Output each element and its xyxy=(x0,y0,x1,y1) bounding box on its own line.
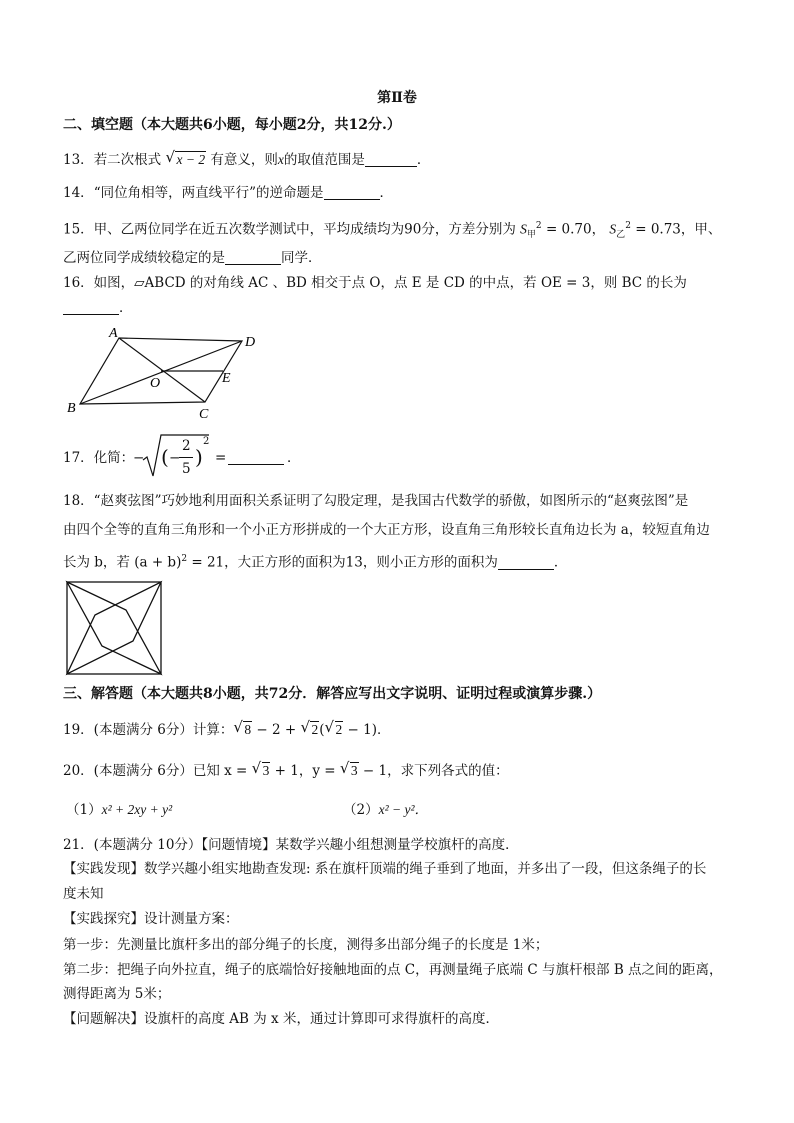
q13-answer-blank[interactable] xyxy=(365,152,417,167)
q19-prefix: 19．(本题满分 6分）计算： xyxy=(63,722,234,738)
q18-end: ． xyxy=(553,554,568,571)
question-19 xyxy=(63,720,391,740)
q19-sqrt-1: √ 8 xyxy=(233,718,252,737)
triangle-lines-1 xyxy=(67,582,161,674)
section-fill-in-heading: 二、填空题（本大题共6小题，每小题2分，共12分.） xyxy=(63,117,401,133)
zhao-shuang-figure xyxy=(64,580,164,676)
q16-answer-blank[interactable] xyxy=(63,300,119,315)
label-b: B xyxy=(67,401,76,416)
q17-exponent: 2 xyxy=(203,436,210,447)
q19-mid-1: − 2 + xyxy=(252,722,301,738)
question-17 xyxy=(63,430,363,480)
diagonal-bd xyxy=(80,341,242,404)
question-16-line-1: 16．如图，▱ABCD 的对角线 AC 、BD 相交于点 O，点 E 是 CD 的中点，若 OE = 3，则 BC 的长为 xyxy=(63,275,687,291)
q14-answer-blank[interactable] xyxy=(324,185,380,200)
q17-denominator: 5 xyxy=(182,461,191,477)
question-21-line-7: 测得距离为 5米； xyxy=(63,986,171,1002)
triangle-lines-2 xyxy=(67,582,161,674)
q20-sqrt-1: √ 3 xyxy=(251,759,270,778)
section-answer-heading: 三、解答题（本大题共8小题，共72分．解答应写出文字说明、证明过程或演算步骤.） xyxy=(63,686,602,702)
q20-part-1-expr: x² + 2xy + y² xyxy=(101,802,173,817)
q14-number: 14． xyxy=(63,185,94,201)
outer-square xyxy=(67,582,161,674)
q15-val-jia: = 0.70， xyxy=(545,221,606,238)
question-18-line-1: 18．“赵爽弦图”巧妙地利用面积关系证明了勾股定理，是我国古代数学的骄傲，如图所示的“赵爽弦图”是 xyxy=(63,493,689,509)
q17-answer-blank[interactable] xyxy=(228,450,284,465)
q15-line2-prefix: 乙两位同学成绩较稳定的是 xyxy=(63,250,225,266)
question-15-line-2 xyxy=(63,248,322,268)
q15-s-jia: S xyxy=(520,221,527,237)
q17-label: 17．化简： xyxy=(63,450,135,466)
q15-line2-post: 同学． xyxy=(281,250,322,266)
q15-s-yi: S xyxy=(609,221,617,237)
label-o: O xyxy=(150,376,161,391)
question-21-line-4: 【实践探究】设计测量方案： xyxy=(63,911,239,927)
q13-sqrt: √ x − 2 xyxy=(165,148,206,167)
q20-part-1 xyxy=(66,800,172,820)
q15-sub-jia: 甲 xyxy=(526,230,536,241)
label-c: C xyxy=(199,407,209,422)
q15-text: 15．甲、乙两位同学在近五次数学测试中，平均成绩均为90分，方差分别为 xyxy=(63,221,516,238)
q13-radicand: x − 2 xyxy=(176,152,206,167)
q19-sqrt-3: √ 2 xyxy=(324,718,343,737)
question-13 xyxy=(63,150,430,170)
label-a: A xyxy=(109,326,118,341)
q18-exponent: 2 xyxy=(181,554,188,564)
q19-sqrt-2: √ 2 xyxy=(300,718,319,737)
q20-part-2 xyxy=(343,800,428,820)
q13-post: 的取值范围是 xyxy=(283,152,365,168)
q17-close-paren: ) xyxy=(195,445,203,469)
q13-prefix: 若二次根式 xyxy=(93,152,162,168)
question-18-line-2: 由四个全等的直角三角形和一个小正方形拼成的一个大正方形，设直角三角形较长直角边长为 a，较短直角边 xyxy=(63,522,710,538)
page-title: 第Ⅱ卷 xyxy=(377,90,417,106)
q19-mid-2: ( xyxy=(319,722,325,738)
q17-minus: − xyxy=(133,450,145,466)
question-21-line-1: 21．(本题满分 10分）【问题情境】某数学兴趣小组想测量学校旗杆的高度． xyxy=(63,837,519,853)
q19-mid-3: − 1)． xyxy=(343,722,391,738)
q18-line3-post: = 21，大正方形的面积为13，则小正方形的面积为 xyxy=(187,554,498,571)
q20-part-2-label: （2） xyxy=(343,802,379,818)
q20-part-2-expr: x² − y²． xyxy=(378,802,429,817)
q17-inner-minus: − xyxy=(169,450,181,466)
q14-text: “同位角相等，两直线平行”的逆命题是 xyxy=(93,185,324,201)
q20-part-1-label: （1） xyxy=(66,802,102,818)
q20-sqrt-2: √ 3 xyxy=(339,759,358,778)
q17-numerator: 2 xyxy=(182,438,191,454)
question-21-line-3: 度未知 xyxy=(63,886,104,902)
label-e: E xyxy=(222,371,231,386)
q15-val-yi: = 0.73，甲、 xyxy=(635,221,722,238)
diagonal-ac xyxy=(119,338,205,402)
q17-open-paren: ( xyxy=(161,445,169,469)
question-21-line-2: 【实践发现】数学兴趣小组实地勘查发现: 系在旗杆顶端的绳子垂到了地面，并多出了一段，但这条绳子的长 xyxy=(63,861,707,877)
question-21-line-5: 第一步：先测量比旗杆多出的部分绳子的长度，测得多出部分绳子的长度是 1米； xyxy=(63,937,549,953)
q20-mid: + 1，y = xyxy=(270,763,340,779)
question-21-line-8: 【问题解决】设旗杆的高度 AB 为 x 米，通过计算即可求得旗杆的高度． xyxy=(63,1011,499,1027)
q17-end: ． xyxy=(287,450,301,466)
question-20 xyxy=(63,761,509,781)
label-d: D xyxy=(245,335,256,350)
q16-end: ． xyxy=(119,300,133,316)
q18-answer-blank[interactable] xyxy=(498,555,554,570)
parallelogram-figure xyxy=(62,326,262,422)
q18-line3-prefix: 长为 b，若 (a + b) xyxy=(63,554,182,571)
question-18-line-3 xyxy=(63,549,567,573)
q17-fraction-bar xyxy=(179,457,193,458)
question-16-line-2 xyxy=(63,298,133,318)
question-15-line-1: 15．甲、乙两位同学在近五次数学测试中，平均成绩均为90分，方差分别为 $S_甲^2 = 0.70$， $S_乙^2 = 0.73$，甲、 xyxy=(63,221,722,241)
q13-end: ． xyxy=(416,152,431,168)
question-21-line-6: 第二步：把绳子向外拉直，绳子的底端恰好接触地面的点 C，再测量绳子底端 C 与旗杆根部 B 点之间的距离， xyxy=(63,962,723,978)
q20-prefix: 20．(本题满分 6分）已知 x = xyxy=(63,763,252,779)
q13-variable: x xyxy=(277,152,284,167)
q14-end: ． xyxy=(379,185,393,201)
q15-answer-blank[interactable] xyxy=(225,250,281,265)
q15-sub-yi: 乙 xyxy=(616,230,626,241)
question-14 xyxy=(63,183,393,203)
q17-equals: = xyxy=(215,450,227,466)
q20-post: − 1，求下列各式的值： xyxy=(358,763,509,779)
q13-middle: 有意义，则 xyxy=(210,152,278,168)
q13-number: 13． xyxy=(63,152,94,168)
